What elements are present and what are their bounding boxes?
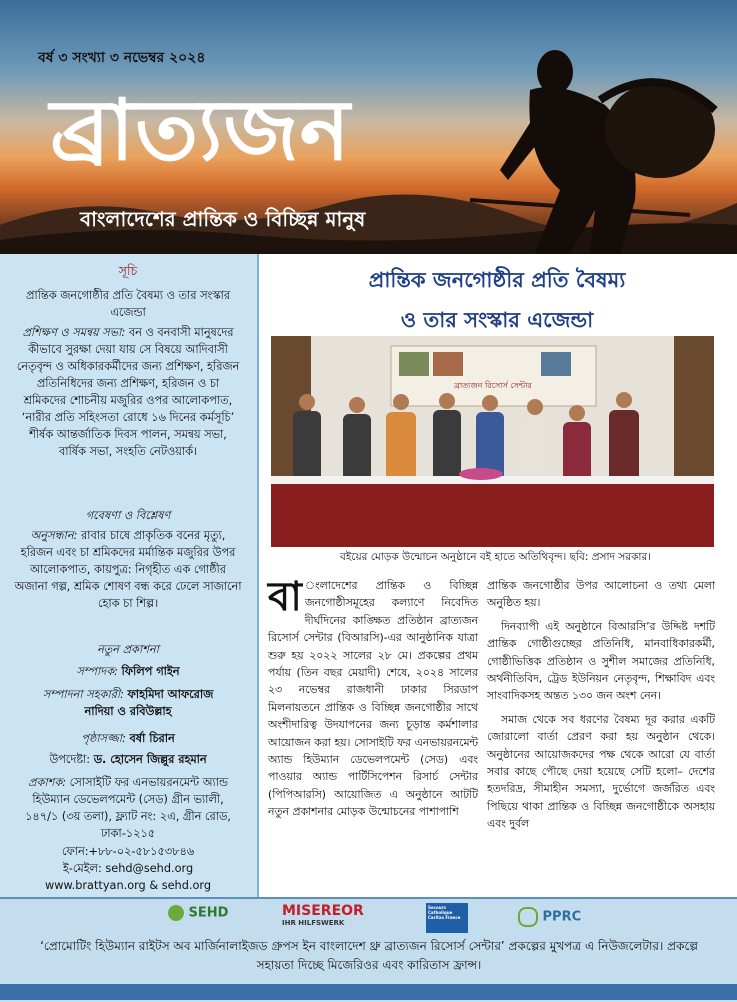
newsletter-title: ব্রাত্যজন <box>50 81 351 179</box>
column-2-para-3: সমাজ থেকে সব ধরণের বৈষম্য দূর করার একটি জোরালো বার্তা প্রেরণ করা হয় অনুষ্ঠান থেকে। অনুষ্ঠানের আয়োজকদের পক্ষ থেকে আরো যে বার্তা সবার কাছে পৌছে দেয়া হয়েছে সেটি হলো– দেশের হতদরিদ্র, সীমাহীন সমস্যা, দুর্ভোগে জর্জরিত এবং পিছিয়ে থাকা প্রান্তিক ও বিচ্ছিন্ন জনগোষ্ঠীকে অসহায় এবং দুর্বল <box>487 712 715 831</box>
editor-line <box>14 663 242 680</box>
article-column-1 <box>268 574 478 821</box>
asst-label: সম্পাদনা সহকারী: <box>42 688 124 701</box>
banner-text: ব্রাত্যজন রিসোর্স সেন্টার <box>454 381 532 390</box>
toc-inquiry <box>14 527 242 612</box>
advisor-label: উপদেষ্টা: <box>49 753 91 766</box>
footer-stripe <box>0 984 737 1000</box>
advisor-name: ড. হোসেন জিল্লুর রহমান <box>93 753 207 766</box>
article-column-2 <box>487 577 715 833</box>
advisor-line <box>14 751 242 768</box>
globe-icon <box>518 907 538 927</box>
headline-line-2: ও তার সংস্কার এজেন্ডা <box>400 308 594 332</box>
sehd-logo-text: SEHD <box>188 905 229 921</box>
drop-cap: বা <box>268 574 302 620</box>
column-2-para-1: প্রান্তিক জনগোষ্ঠীর উপর আলোচনা ও তথ্য মেলা অনুষ্ঠিত হয়। <box>487 579 715 610</box>
research-title: গবেষণা ও বিশ্লেষণ <box>85 509 171 522</box>
publisher-text: সোসাইটি ফর এনভায়রনমেন্ট অ্যান্ড হিউম্যান ডেভেলপমেন্ট (সেড) গ্রীন ভ্যালী, ১৪৭/১ (৩য় তলা), ফ্ল্যাট নং: ২এ, গ্রীন রোড, ঢাকা-১২১৫ <box>25 776 231 840</box>
misereor-logo <box>282 903 364 927</box>
editor-label: সম্পাদক: <box>76 665 118 678</box>
event-photo-drawing <box>271 336 714 547</box>
pprc-logo <box>518 907 581 927</box>
misereor-logo-sub: IHR HILFSWERK <box>282 919 345 927</box>
publisher-label: প্রকাশক: <box>28 776 67 789</box>
layout-line <box>14 730 242 747</box>
phone: ফোন:+৮৮-০২-৫৮১৫৩৮৪৬ <box>61 845 195 858</box>
inquiry-text: রাবার চাষে প্রাকৃতিক বনের মৃত্যু, হরিজন এবং চা শ্রমিকদের মর্মান্তিক মজুরির উপর আলোকপাত, কায়পুত্র: নিগৃহীত এক গোষ্ঠীর অজানা গল্প, শ্রমিক শোষণ বন্ধ করে ঢেলে সাজানো হোক চা শিল্প। <box>14 529 242 610</box>
new-publication-title: নতুন প্রকাশনা <box>97 643 159 656</box>
toc-training <box>14 324 242 460</box>
training-label: প্রশিক্ষণ ও সমন্বয় সভা: <box>22 326 126 339</box>
website: www.brattyan.org & sehd.org <box>44 879 212 892</box>
email: ই-মেইল: sehd@sehd.org <box>62 862 194 875</box>
training-text: বন ও বনবাসী মানুষদের কীভাবে সুরক্ষা দেয়া যায় সে বিষয়ে আদিবাসী নেতৃবৃন্দ ও অধিকারকর্মীদের জন্য প্রশিক্ষণ, হরিজন প্রতিনিধিদের জন্য প্রশিক্ষণ, হরিজন ও চা শ্রমিকদের শোচনীয় মজুরির ওপর আলোকপাত, ‘নারীর প্রতি সহিংসতা রোধে ১৬ দিনের কর্মসূচি’ শীর্ষক আন্তর্জাতিক দিবস পালন, সমন্বয় সভা, বার্ষিক সভা, সংহতি নেটওয়ার্ক। <box>16 326 240 458</box>
issue-info: বর্ষ ৩ সংখ্যা ৩ নভেম্বর ২০২৪ <box>38 50 206 66</box>
toc-title: সূচি <box>118 263 138 278</box>
column-2-para-2: দিনব্যাপী এই অনুষ্ঠানে বিআরসি’র উদ্দিষ্ট দশটি প্রান্তিক গোষ্ঠীগুচ্ছের প্রতিনিধি, মানবাধিকারকর্মী, গোষ্ঠীভিত্তিক প্রতিষ্ঠান ও সুশীল সমাজের প্রতিনিধি, অর্থনীতিবিদ, ট্রেড ইউনিয়ন নেতৃবৃন্দ, শিক্ষাবিদ এবং সাংবাদিকসহ অন্তত ১৩০ জন অংশ নেন। <box>487 619 715 703</box>
misereor-logo-text: MISEREOR <box>282 903 364 919</box>
caritas-logo: Secours Catholique Caritas France <box>426 903 468 933</box>
inquiry-label: অনুসন্ধান: <box>30 529 78 542</box>
asst-name-2: নাদিয়া ও রবিউল্লাহ <box>84 705 172 718</box>
footer-note: ‘প্রোমোটিং হিউম্যান রাইটস অব মার্জিনালাইজড গ্রুপস ইন বাংলাদেশ থ্রু ব্রাত্যজন রিসোর্স সেন্টার’ প্রকল্পের মুখপত্র এ নিউজলেটার। প্রকল্পে সহায়তা দিচ্ছে মিজেরিওর এবং কারিতাস ফ্রান্স। <box>40 939 698 972</box>
sehd-logo <box>168 905 228 921</box>
event-photo <box>271 336 714 547</box>
layout-name: বর্ষা চিরান <box>129 732 175 745</box>
editor-name: ফিলিপ গাইন <box>121 665 180 678</box>
walking-man-silhouette <box>430 20 737 254</box>
masthead-banner <box>0 0 737 254</box>
newsletter-subtitle: বাংলাদেশের প্রান্তিক ও বিচ্ছিন্ন মানুষ <box>80 207 366 231</box>
headline-line-1: প্রান্তিক জনগোষ্ঠীর প্রতি বৈষম্য <box>368 268 626 292</box>
asst-line <box>14 686 242 720</box>
pprc-logo-text: PPRC <box>542 909 582 925</box>
sidebar-contents <box>0 254 259 897</box>
photo-caption: বইয়ের মোড়ক উন্মোচন অনুষ্ঠানে বই হাতে অতিথিবৃন্দ। ছবি: প্রসাদ সরকার। <box>339 551 652 563</box>
tree-icon <box>168 905 184 921</box>
asst-name-1: ফাহমিদা আফরোজ <box>127 688 214 701</box>
layout-label: পৃষ্ঠাসজ্জা: <box>81 732 126 745</box>
toc-item: প্রান্তিক জনগোষ্ঠীর প্রতি বৈষম্য ও তার সংস্কার এজেন্ডা <box>25 289 231 319</box>
publisher-line <box>14 774 242 842</box>
column-1-text: ংলাদেশের প্রান্তিক ও বিচ্ছিন্ন জনগোষ্ঠীসমূহের কল্যাণে নিবেদিত দীর্ঘদিনের কাঙ্ক্ষিত প্রতিষ্ঠান ব্রাত্যজন রিসোর্স সেন্টার (বিআরসি)-এর আনুষ্ঠানিক যাত্রা শুরু হয় ২০২২ সালের ২৮ মে। প্রকল্পের প্রথম পর্যায় (তিন বছর মেয়াদী) শেষে, ২০২৪ সালের ২৩ নভেম্বর রাজধানী ঢাকার সিরডাপ মিলনায়তনে প্রান্তিক ও বিচ্ছিন্ন জনগোষ্ঠীর সাথে অংশীদারিত্ব উদযাপনের জন্য চূড়ান্ত কর্মশালার আয়োজন করা হয়। সোসাইটি ফর এনভায়রনমেন্ট অ্যান্ড হিউম্যান ডেভেলপমেন্ট (সেড) এবং পাওয়ার অ্যান্ড পার্টিসিপেশন রিসার্চ সেন্টার (পিপিআরসি) আয়োজিত এ অনুষ্ঠানে আটটি নতুন প্রকাশনার মোড়ক উন্মোচনের পাশাপাশি <box>268 579 478 819</box>
